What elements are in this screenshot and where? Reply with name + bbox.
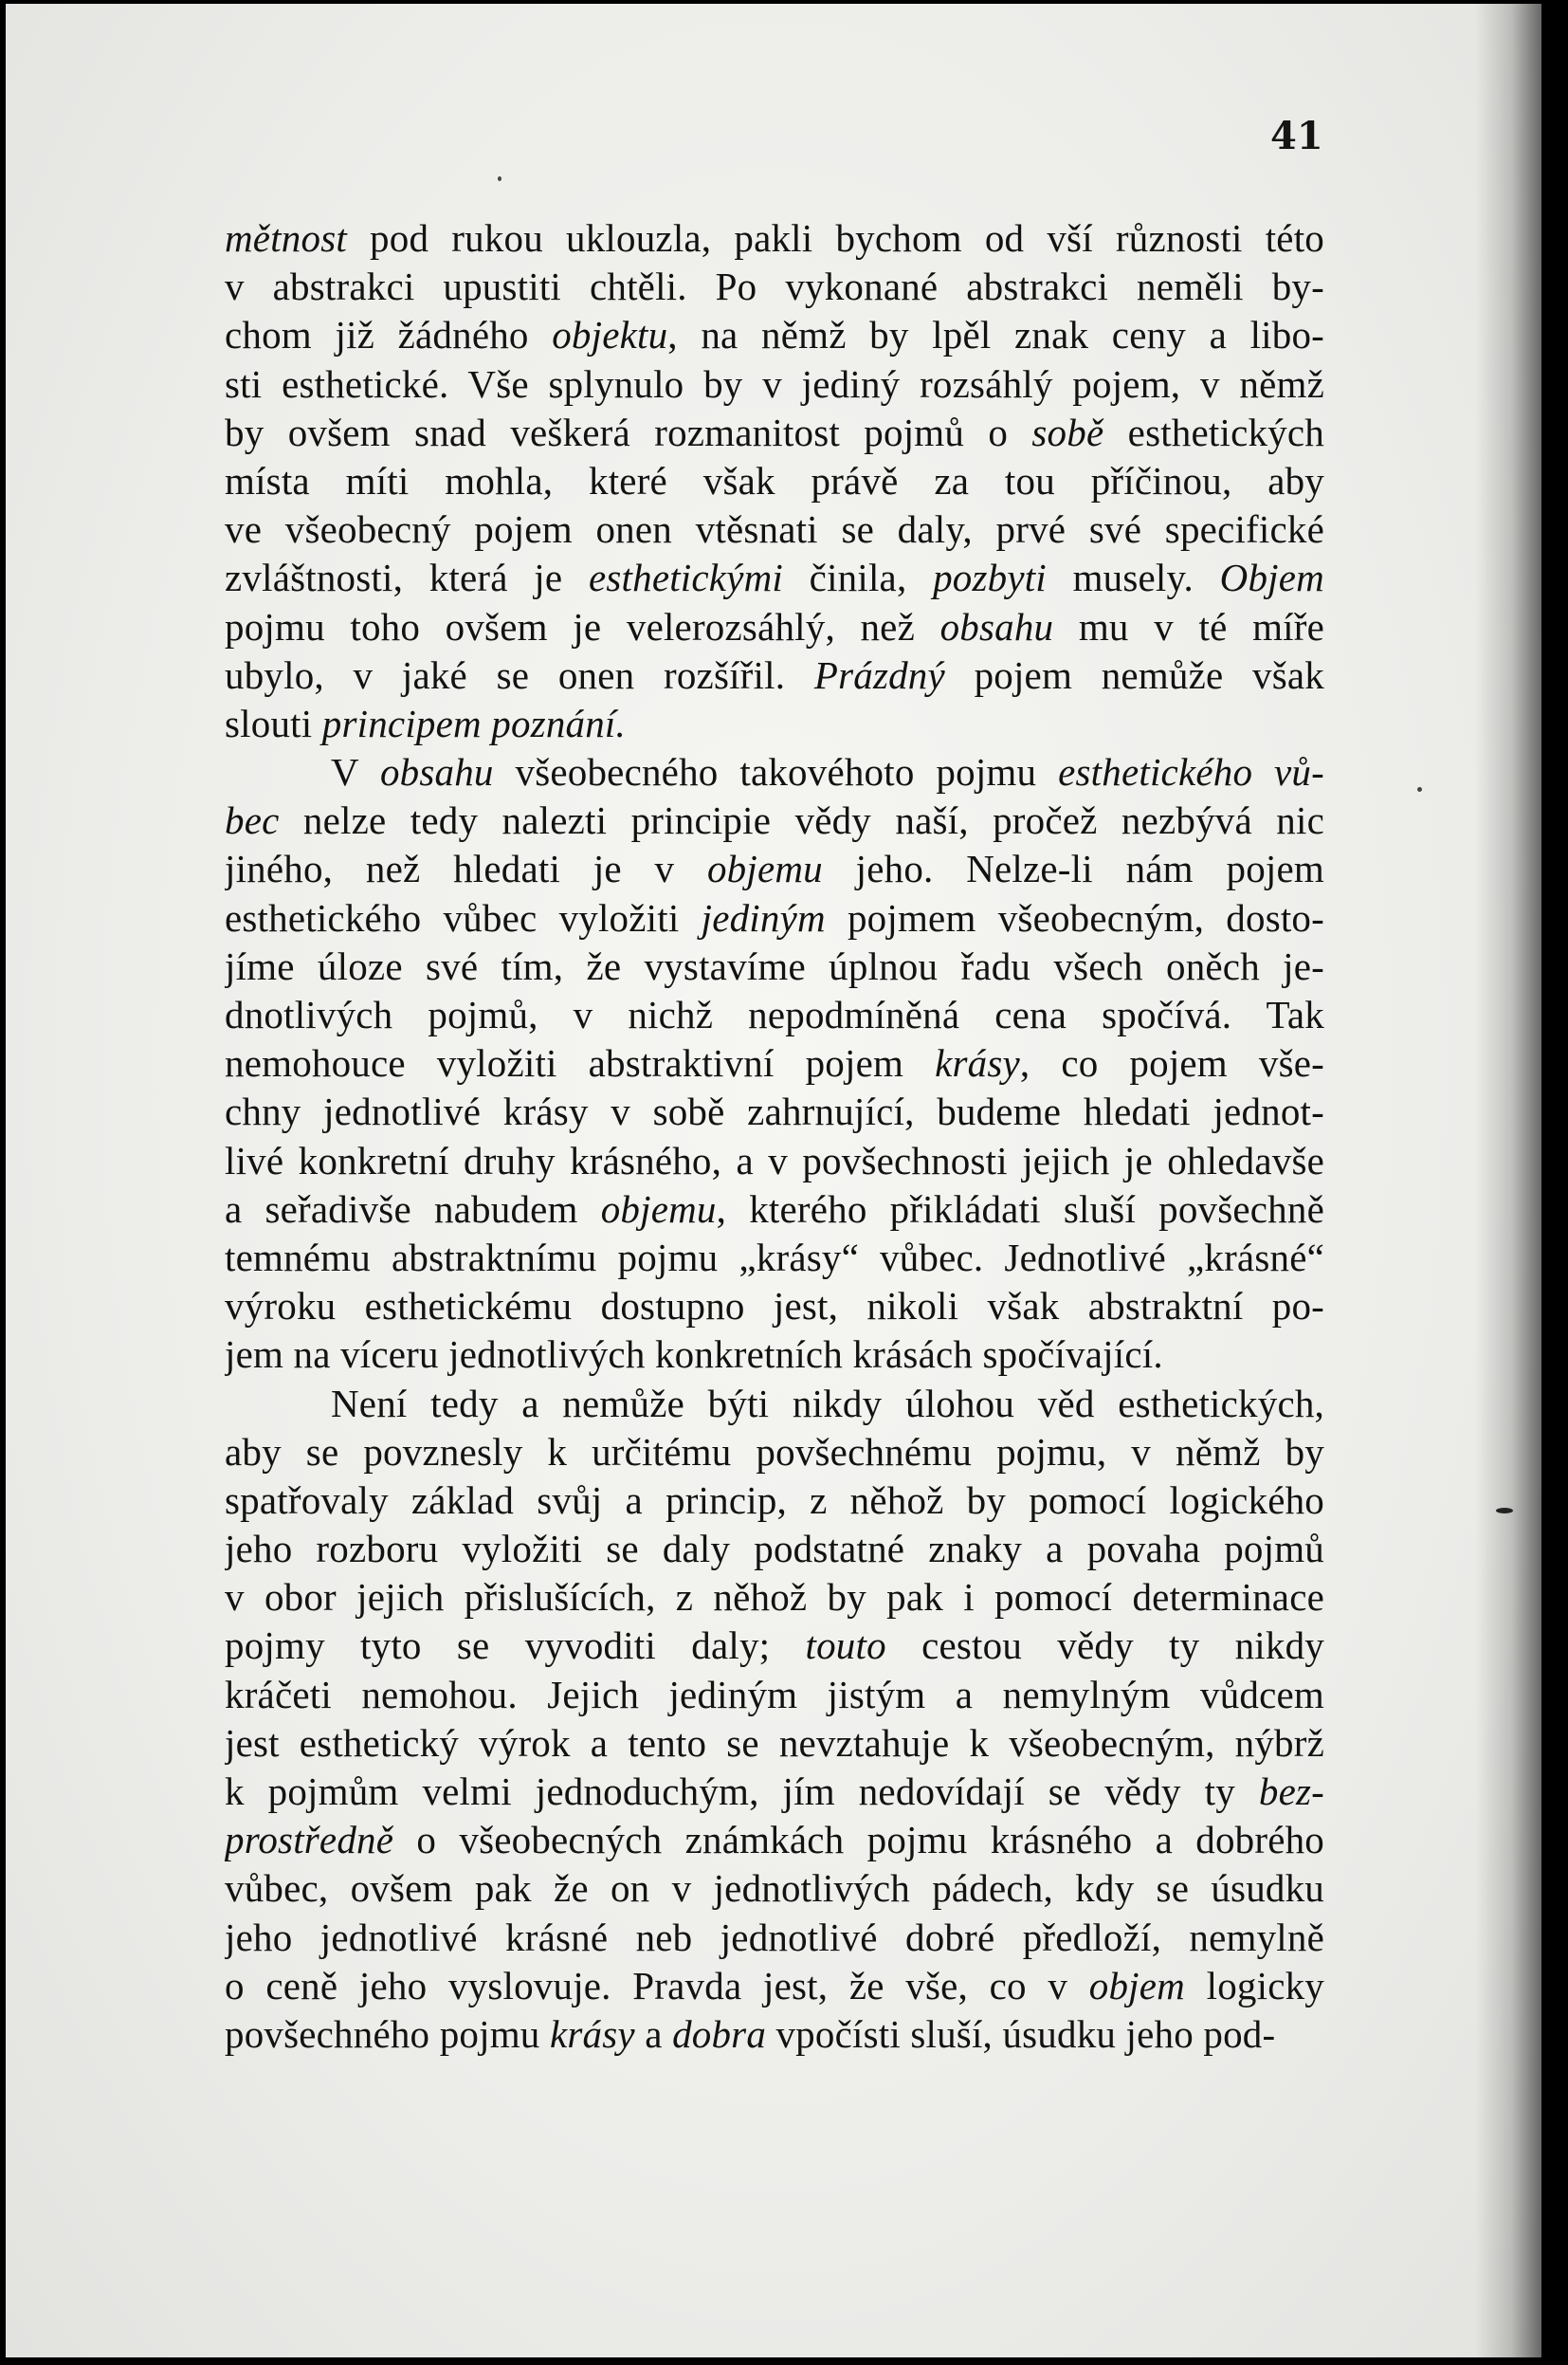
text-line (225, 797, 1324, 845)
text-run: nemohouce vyložiti abstraktivní pojem (225, 1041, 936, 1086)
text-line (225, 1380, 1324, 1428)
italic-text: bez- (1258, 1769, 1324, 1813)
text-line (225, 360, 1324, 409)
page-number: 41 (1270, 114, 1323, 158)
italic-text: Objem (1219, 556, 1324, 600)
text-run: a (634, 2011, 673, 2056)
text-line (225, 1622, 1324, 1670)
text-line (225, 409, 1324, 457)
text-line (225, 1816, 1324, 1864)
text-run: dnotlivých pojmů, v nichž nepodmíněná cena spočívá. Tak (225, 993, 1324, 1036)
text-line (225, 1039, 1324, 1088)
text-run: jiného, než hledati je v (225, 847, 707, 891)
text-run: jeho. Nelze-li nám pojem (822, 847, 1324, 891)
scan-speck (498, 176, 501, 181)
italic-text: sobě (1031, 410, 1104, 454)
text-line (225, 700, 1324, 748)
text-line (225, 2010, 1324, 2059)
italic-text: krásy (549, 2011, 635, 2056)
italic-text: jediným (701, 895, 826, 940)
text-line (225, 1185, 1324, 1234)
italic-text: principem poznání. (321, 701, 626, 745)
italic-text: krásy (935, 1041, 1020, 1086)
italic-text: pozbyti (933, 556, 1047, 600)
text-run: jeho jednotlivé krásné neb jednotlivé dobré předloží, nemylně (225, 1915, 1324, 1959)
text-run: jem na víceru jednotlivých konkretních krásách spočívající. (225, 1332, 1163, 1377)
text-run: činila, (783, 556, 934, 600)
text-line (225, 1282, 1324, 1330)
italic-text: obsahu (939, 604, 1054, 649)
text-run: zvláštnosti, která je (225, 556, 589, 600)
text-line (225, 943, 1324, 991)
text-run: mu v té míře (1053, 604, 1324, 649)
text-line (225, 554, 1324, 602)
text-run: chom již žádného (225, 313, 553, 358)
text-line (225, 1573, 1324, 1622)
text-run: pojem nemůže však (944, 652, 1324, 697)
text-line (225, 1476, 1324, 1525)
text-line (225, 603, 1324, 651)
text-run: ve všeobecný pojem onen vtěsnati se daly, prvé své specifické (225, 507, 1324, 552)
text-run: livé konkretní druhy krásného, a v povšechnosti jejich je ohledavše (225, 1138, 1324, 1182)
text-run: sti esthetické. Vše splynulo by v jediný rozsáhlý pojem, v němž (225, 361, 1324, 406)
text-line (225, 263, 1324, 311)
text-line (225, 748, 1324, 797)
italic-text: esthetického vů- (1058, 750, 1324, 795)
text-run: jeho rozboru vyložiti se daly podstatné znaky a povaha pojmů (225, 1527, 1324, 1571)
text-run: v abstrakci upustiti chtěli. Po vykonané abstrakci neměli by- (225, 265, 1324, 309)
text-run: pojmy tyto se vyvoditi daly; (225, 1623, 806, 1668)
text-run: jíme úloze své tím, že vystavíme úplnou řadu všech oněch je- (225, 944, 1324, 988)
text-run: V (331, 750, 380, 795)
italic-text: objektu (552, 313, 668, 358)
text-run: a seřadivše nabudem (225, 1186, 601, 1231)
text-run: by ovšem snad veškerá rozmanitost pojmů o (225, 410, 1032, 454)
italic-text: dobra (672, 2011, 767, 2056)
text-run: kráčeti nemohou. Jejich jediným jistým a nemylným vůdcem (225, 1672, 1324, 1716)
text-run: pod rukou uklouzla, pakli bychom od vší různosti této (346, 216, 1324, 260)
text-line (225, 1768, 1324, 1816)
text-run: chny jednotlivé krásy v sobě zahrnující, budeme hledati jednot- (225, 1090, 1324, 1134)
italic-text: obsahu (379, 750, 494, 795)
text-run: , kterého přikládati sluší povšechně (716, 1186, 1324, 1231)
text-line (225, 214, 1324, 263)
text-run: Není tedy a nemůže býti nikdy úlohou věd esthetických, (331, 1381, 1324, 1425)
text-line (225, 505, 1324, 554)
text-run: o všeobecných známkách pojmu krásného a dobrého (393, 1818, 1324, 1862)
text-line (225, 1962, 1324, 2010)
text-run: v obor jejich přislušících, z něhož by pak i pomocí determinace (225, 1575, 1324, 1620)
italic-text: touto (805, 1623, 886, 1668)
text-run: esthetických (1103, 410, 1324, 454)
text-line (225, 1914, 1324, 1962)
text-line (225, 1330, 1324, 1379)
italic-text: esthetickými (588, 556, 783, 600)
text-line (225, 1137, 1324, 1185)
text-run: , na němž by lpěl znak ceny a libo- (667, 313, 1324, 358)
text-run: aby se povznesly k určitému povšechnému pojmu, v němž by (225, 1429, 1324, 1474)
text-run: musely. (1046, 556, 1220, 600)
text-run: vpočísti sluší, úsudku jeho pod- (766, 2011, 1276, 2056)
italic-text: mětnost (225, 216, 347, 260)
text-line (225, 651, 1324, 700)
text-line (225, 1864, 1324, 1913)
text-run: pojmem všeobecným, dosto- (825, 895, 1324, 940)
text-run: slouti (225, 701, 322, 745)
text-run: místa míti mohla, které však právě za tou příčinou, aby (225, 458, 1324, 503)
italic-text: Prázdný (813, 652, 945, 697)
text-run: výroku esthetickému dostupno jest, nikoli však abstraktní po- (225, 1284, 1324, 1329)
italic-text: objem (1088, 1963, 1185, 2008)
italic-text: prostředně (225, 1818, 394, 1862)
text-run: o ceně jeho vyslovuje. Pravda jest, že vše, co v (225, 1963, 1089, 2008)
italic-text: objemu (706, 847, 823, 891)
text-run: jest esthetický výrok a tento se nevztahuje k všeobecným, nýbrž (225, 1720, 1324, 1765)
text-run: všeobecného takovéhoto pojmu (493, 750, 1059, 795)
text-line (225, 1428, 1324, 1476)
text-line (225, 457, 1324, 505)
text-line (225, 1671, 1324, 1719)
text-run: povšechného pojmu (225, 2011, 550, 2056)
text-run: cestou vědy ty nikdy (885, 1623, 1324, 1668)
text-line (225, 894, 1324, 943)
text-line (225, 1525, 1324, 1573)
text-run: k pojmům velmi jednoduchým, jím nedovídají se vědy ty (225, 1769, 1259, 1813)
body-text (225, 214, 1324, 2059)
text-run: , co pojem vše- (1019, 1041, 1324, 1086)
text-line (225, 1719, 1324, 1768)
scan-speck (1417, 787, 1422, 792)
text-line (225, 991, 1324, 1039)
text-line (225, 311, 1324, 359)
text-run: esthetického vůbec vyložiti (225, 895, 702, 940)
text-line (225, 845, 1324, 893)
italic-text: bec (225, 798, 280, 843)
text-run: vůbec, ovšem pak že on v jednotlivých pádech, kdy se úsudku (225, 1866, 1324, 1911)
text-run: temnému abstraktnímu pojmu „krásy“ vůbec. Jednotlivé „krásné“ (225, 1235, 1324, 1279)
scan-speck (1496, 1508, 1513, 1513)
text-run: nelze tedy nalezti principie vědy naší, pročež nezbývá nic (279, 798, 1324, 843)
italic-text: objemu (600, 1186, 717, 1231)
binding-shadow (1475, 4, 1541, 2357)
text-run: ubylo, v jaké se onen rozšířil. (225, 652, 814, 697)
text-run: pojmu toho ovšem je velerozsáhlý, než (225, 604, 940, 649)
text-line (225, 1234, 1324, 1282)
text-run: spatřovaly základ svůj a princip, z něhož by pomocí logického (225, 1477, 1324, 1522)
text-line (225, 1088, 1324, 1136)
text-run: logicky (1184, 1963, 1324, 2008)
